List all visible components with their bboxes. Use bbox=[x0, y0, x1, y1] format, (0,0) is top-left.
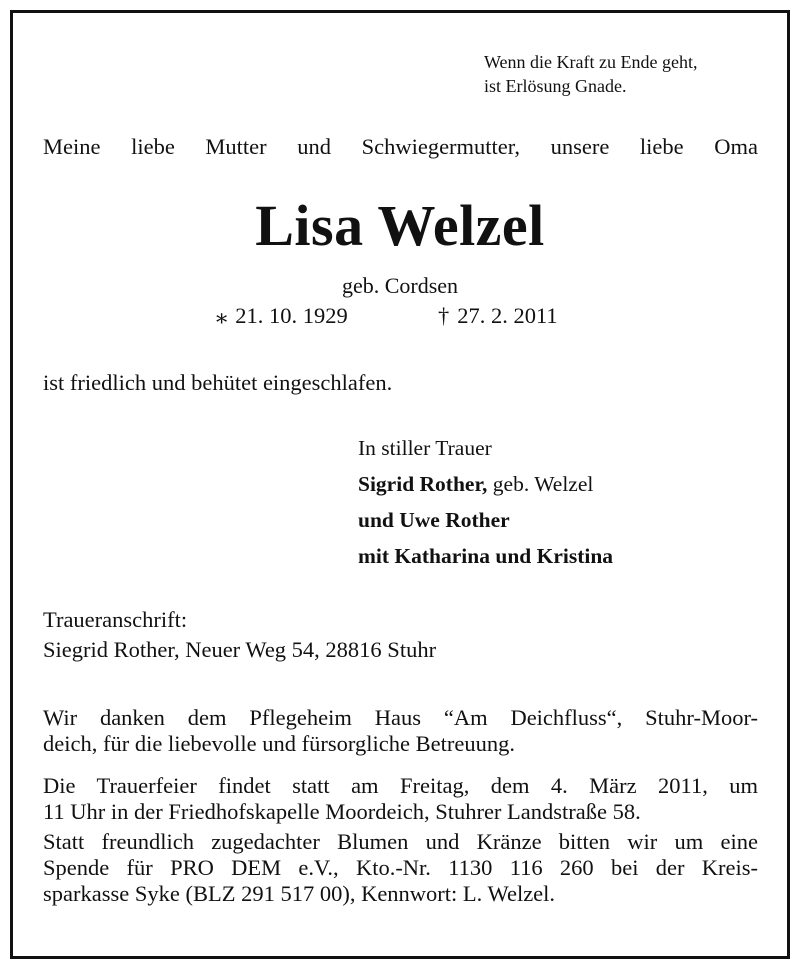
birth-star-icon: ⁎ bbox=[216, 303, 228, 328]
motto-line: Wenn die Kraft zu Ende geht, bbox=[484, 52, 698, 72]
motto-line: ist Erlösung Gnade. bbox=[484, 76, 627, 96]
death-date-group bbox=[438, 302, 558, 330]
paragraph-line: Spende für PRO DEM e.V., Kto.-Nr. 1130 116 260 bei der Kreis- bbox=[43, 855, 758, 880]
address-label: Traueranschrift: bbox=[43, 607, 188, 632]
paragraph-line: Wir danken dem Pflegeheim Haus “Am Deichfluss“, Stuhr-Moor- bbox=[43, 705, 758, 730]
intro-line: Meine liebe Mutter und Schwiegermutter, unsere liebe Oma bbox=[43, 134, 758, 159]
life-dates bbox=[216, 302, 558, 330]
address-value: Siegrid Rother, Neuer Weg 54, 28816 Stuhr bbox=[43, 637, 437, 662]
paragraph-line: Die Trauerfeier findet statt am Freitag, dem 4. März 2011, um bbox=[43, 773, 758, 798]
mourner-line: mit Katharina und Kristina bbox=[358, 544, 614, 568]
deceased-name: Lisa Welzel bbox=[255, 193, 545, 258]
paragraph-line: Statt freundlich zugedachter Blumen und Kränze bitten wir um eine bbox=[43, 829, 758, 854]
death-cross-icon: † bbox=[438, 303, 450, 328]
death-date: 27. 2. 2011 bbox=[457, 303, 558, 328]
birth-date: 21. 10. 1929 bbox=[235, 303, 348, 328]
thanks-paragraph bbox=[43, 705, 758, 757]
mourner-birth-name: geb. Welzel bbox=[487, 472, 594, 496]
birth-date-group bbox=[216, 303, 348, 328]
paragraph-line: sparkasse Syke (BLZ 291 517 00), Kennwort: L. Welzel. bbox=[43, 881, 556, 906]
funeral-paragraph bbox=[43, 773, 758, 825]
mourner-line bbox=[358, 466, 613, 502]
birth-name: geb. Cordsen bbox=[341, 273, 459, 298]
paragraph-line: deich, für die liebevolle und fürsorgliche Betreuung. bbox=[43, 731, 515, 756]
statement-text: ist friedlich und behütet eingeschlafen. bbox=[43, 370, 393, 395]
mourners-block bbox=[358, 430, 613, 574]
mourners-heading: In stiller Trauer bbox=[358, 436, 492, 460]
mourner-name: Sigrid Rother, bbox=[358, 472, 488, 496]
mourner-line: und Uwe Rother bbox=[358, 508, 510, 532]
paragraph-line: 11 Uhr in der Friedhofskapelle Moordeich, Stuhrer Landstraße 58. bbox=[43, 799, 641, 824]
motto-quote bbox=[484, 50, 697, 98]
donation-paragraph bbox=[43, 829, 758, 907]
address-block bbox=[43, 605, 436, 665]
